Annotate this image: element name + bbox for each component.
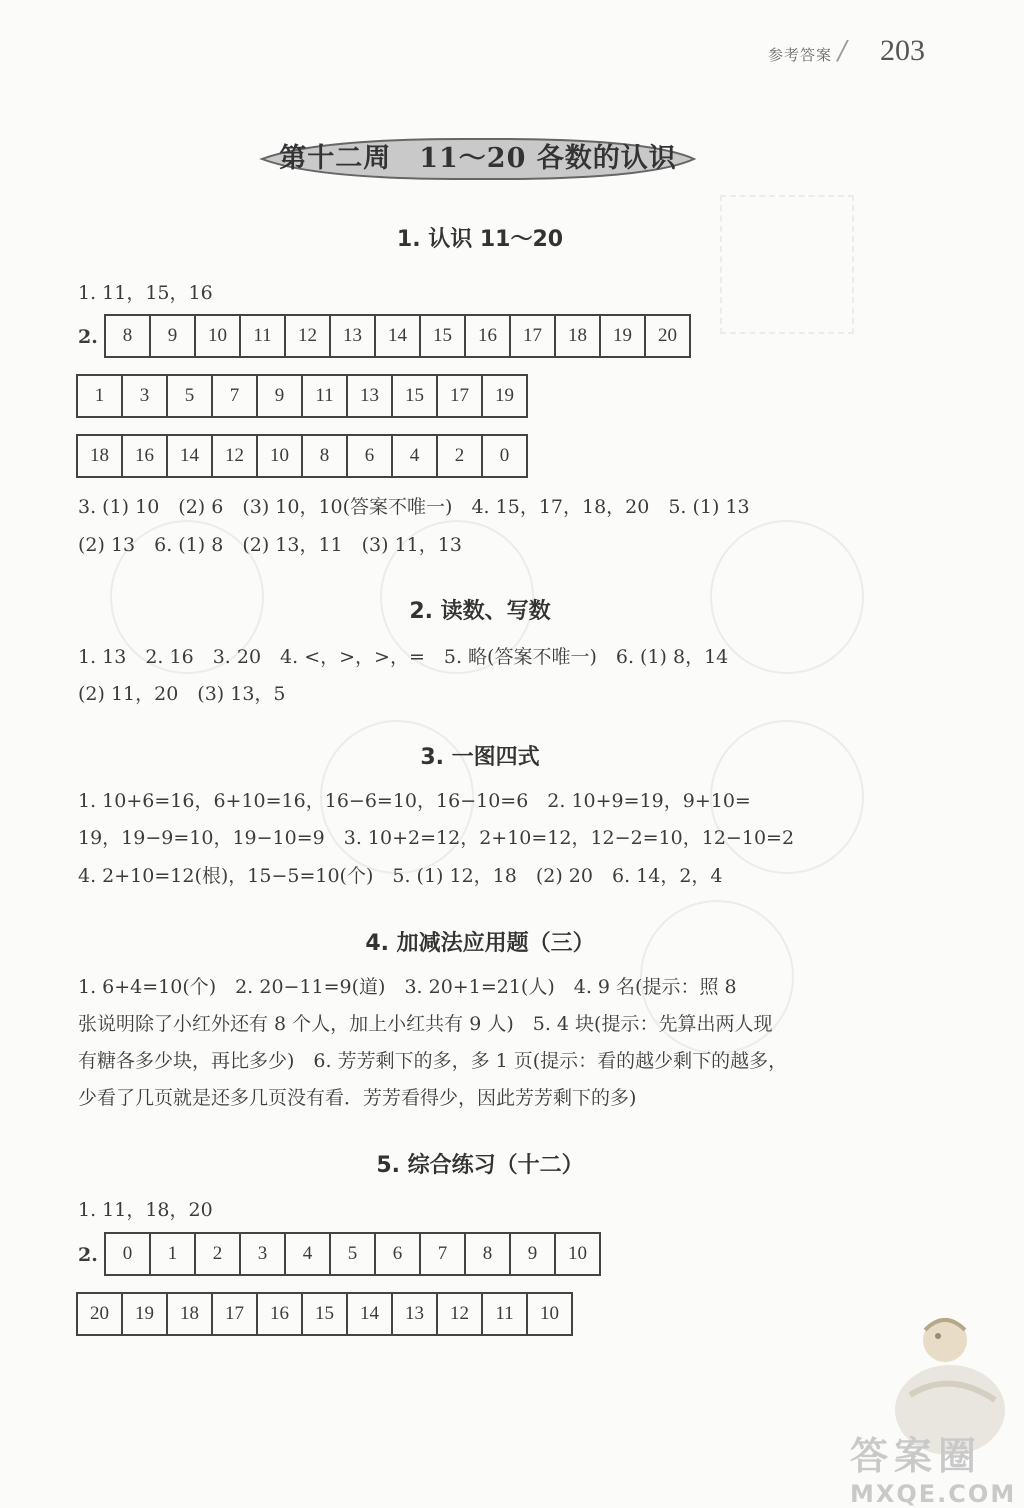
table-cell: 10 (527, 1293, 572, 1335)
table-cell: 1 (77, 375, 122, 417)
table-cell: 14 (167, 435, 212, 477)
chapter-banner (258, 136, 698, 182)
number-table (76, 434, 528, 478)
table-cell: 6 (375, 1233, 420, 1275)
table-cell: 17 (212, 1293, 257, 1335)
table-cell: 2 (195, 1233, 240, 1275)
table-cell: 3 (122, 375, 167, 417)
table-cell: 9 (510, 1233, 555, 1275)
number-table (104, 1232, 601, 1276)
table-cell: 15 (392, 375, 437, 417)
table-cell: 7 (212, 375, 257, 417)
table-cell: 18 (555, 315, 600, 357)
table-cell: 10 (555, 1233, 600, 1275)
section-title: 3. 一图四式 (420, 745, 540, 770)
watermark-title: 答案圈 (850, 1434, 983, 1478)
answer-line: 1. 11，15，16 (78, 282, 213, 304)
table-cell: 2 (437, 435, 482, 477)
answer-line: 1. 11，18，20 (78, 1199, 213, 1221)
table-cell: 11 (302, 375, 347, 417)
table-cell: 9 (150, 315, 195, 357)
answer-line: 1. 13 2. 16 3. 20 4. <，>，>，= 5. 略(答案不唯一) 6. (1) 8，14 (78, 646, 729, 668)
table-cell: 19 (122, 1293, 167, 1335)
page-number: 203 (880, 34, 925, 67)
number-table (76, 374, 528, 418)
table-label: 2. (78, 1244, 98, 1266)
table-cell: 8 (105, 315, 150, 357)
table-cell: 17 (437, 375, 482, 417)
table-cell: 4 (392, 435, 437, 477)
running-header-label: 参考答案 (768, 46, 833, 64)
table-cell: 18 (167, 1293, 212, 1335)
number-table (104, 314, 691, 358)
table-cell: 16 (122, 435, 167, 477)
answer-line: 1. 10+6=16，6+10=16，16−6=10，16−10=6 2. 10+9=19，9+10= (78, 790, 751, 812)
table-cell: 16 (257, 1293, 302, 1335)
answer-line: 4. 2+10=12(根)，15−5=10(个) 5. (1) 12，18 (2) 20 6. 14，2，4 (78, 865, 723, 887)
answer-line: 1. 6+4=10(个) 2. 20−11=9(道) 3. 20+1=21(人) 4. 9 名(提示：照 8 (78, 976, 737, 998)
table-cell: 19 (600, 315, 645, 357)
table-cell: 13 (347, 375, 392, 417)
section-title: 1. 认识 11～20 (396, 227, 564, 252)
table-cell: 10 (257, 435, 302, 477)
table-cell: 0 (482, 435, 527, 477)
table-cell: 4 (285, 1233, 330, 1275)
table-cell: 10 (195, 315, 240, 357)
table-label: 2. (78, 326, 98, 348)
answer-line: (2) 11，20 (3) 13，5 (78, 683, 286, 705)
header-divider: / (838, 36, 847, 66)
table-cell: 0 (105, 1233, 150, 1275)
section-title: 4. 加减法应用题（三） (365, 931, 595, 956)
table-cell: 20 (77, 1293, 122, 1335)
table-cell: 12 (212, 435, 257, 477)
table-cell: 14 (375, 315, 420, 357)
answer-line: 少看了几页就是还多几页没有看．芳芳看得少，因此芳芳剩下的多) (78, 1087, 637, 1109)
section-title: 5. 综合练习（十二） (376, 1153, 584, 1178)
table-cell: 5 (330, 1233, 375, 1275)
table-cell: 20 (645, 315, 690, 357)
number-table (76, 1292, 573, 1336)
table-cell: 13 (392, 1293, 437, 1335)
table-cell: 18 (77, 435, 122, 477)
table-cell: 13 (330, 315, 375, 357)
table-cell: 6 (347, 435, 392, 477)
answer-line: 19，19−9=10，19−10=9 3. 10+2=12，2+10=12，12−2=10，12−10=2 (78, 827, 795, 849)
answer-line: (2) 13 6. (1) 8 (2) 13，11 (3) 11，13 (78, 534, 462, 556)
table-cell: 19 (482, 375, 527, 417)
table-cell: 8 (302, 435, 347, 477)
section-title: 2. 读数、写数 (409, 599, 551, 624)
table-cell: 12 (437, 1293, 482, 1335)
watermark-url: MXQE.COM (850, 1480, 1017, 1508)
table-cell: 5 (167, 375, 212, 417)
answer-line: 3. (1) 10 (2) 6 (3) 10，10(答案不唯一) 4. 15，17，18，20 5. (1) 13 (78, 496, 750, 518)
table-cell: 11 (240, 315, 285, 357)
table-cell: 15 (302, 1293, 347, 1335)
table-cell: 12 (285, 315, 330, 357)
table-cell: 14 (347, 1293, 392, 1335)
table-cell: 9 (257, 375, 302, 417)
table-cell: 8 (465, 1233, 510, 1275)
chapter-title: 第十二周 11～20 各数的认识 (279, 143, 677, 174)
table-cell: 16 (465, 315, 510, 357)
background-box (720, 195, 854, 334)
table-cell: 11 (482, 1293, 527, 1335)
table-cell: 1 (150, 1233, 195, 1275)
answer-line: 有糖各多少块，再比多少) 6. 芳芳剩下的多，多 1 页(提示：看的越少剩下的越多， (78, 1050, 788, 1072)
table-cell: 17 (510, 315, 555, 357)
table-cell: 7 (420, 1233, 465, 1275)
answer-line: 张说明除了小红外还有 8 个人，加上小红共有 9 人) 5. 4 块(提示：先算出两人现 (78, 1013, 773, 1035)
watermark (850, 1425, 1016, 1508)
table-cell: 3 (240, 1233, 285, 1275)
table-cell: 15 (420, 315, 465, 357)
